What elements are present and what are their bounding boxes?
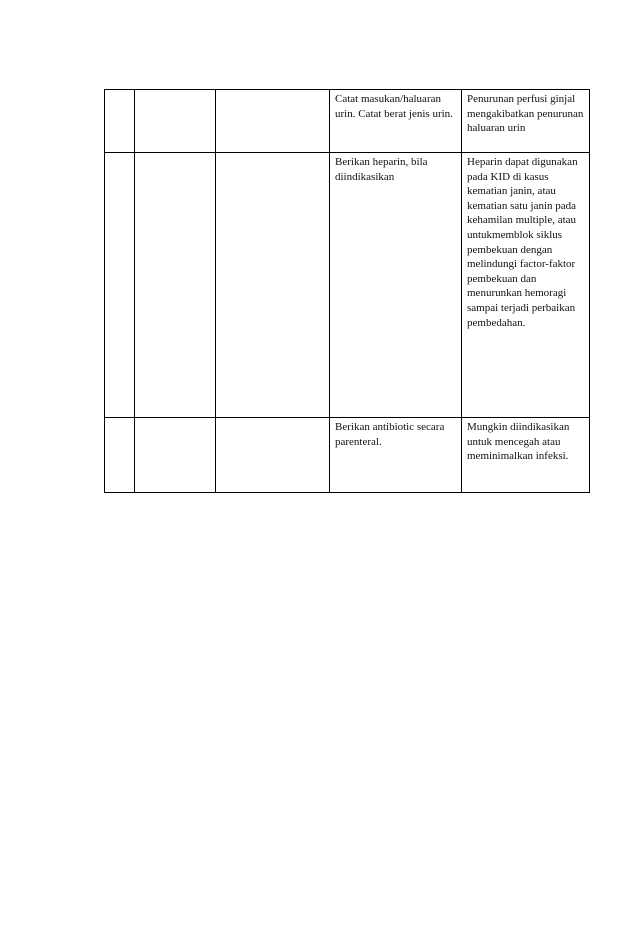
table-cell-number (105, 90, 135, 153)
table-cell-number (105, 153, 135, 418)
table-cell-intervention: Berikan heparin, bila diindikasikan (330, 153, 462, 418)
table-cell-goal (216, 153, 330, 418)
table-cell-diagnosis (135, 153, 216, 418)
table-cell-intervention: Berikan antibiotic secara parenteral. (330, 418, 462, 493)
table-cell-number (105, 418, 135, 493)
table-cell-rationale: Penurunan perfusi ginjal mengakibatkan penurunan haluaran urin (462, 90, 590, 153)
table-cell-goal (216, 90, 330, 153)
nursing-care-table (104, 89, 590, 493)
table-cell-rationale: Mungkin diindikasikan untuk mencegah atau meminimalkan infeksi. (462, 418, 590, 493)
table-cell-diagnosis (135, 418, 216, 493)
table-cell-intervention: Catat masukan/haluaran urin. Catat berat jenis urin. (330, 90, 462, 153)
table-row (105, 153, 590, 418)
table-cell-diagnosis (135, 90, 216, 153)
table-row (105, 418, 590, 493)
table-cell-rationale: Heparin dapat digunakan pada KID di kasus kematian janin, atau kematian satu janin pada kehamilan multiple, atau untukmemblok siklus pembekuan dengan melindungi factor-faktor pembekuan dan menurunkan hemoragi sampai terjadi perbaikan pembedahan. (462, 153, 590, 418)
table-row (105, 90, 590, 153)
table-cell-goal (216, 418, 330, 493)
